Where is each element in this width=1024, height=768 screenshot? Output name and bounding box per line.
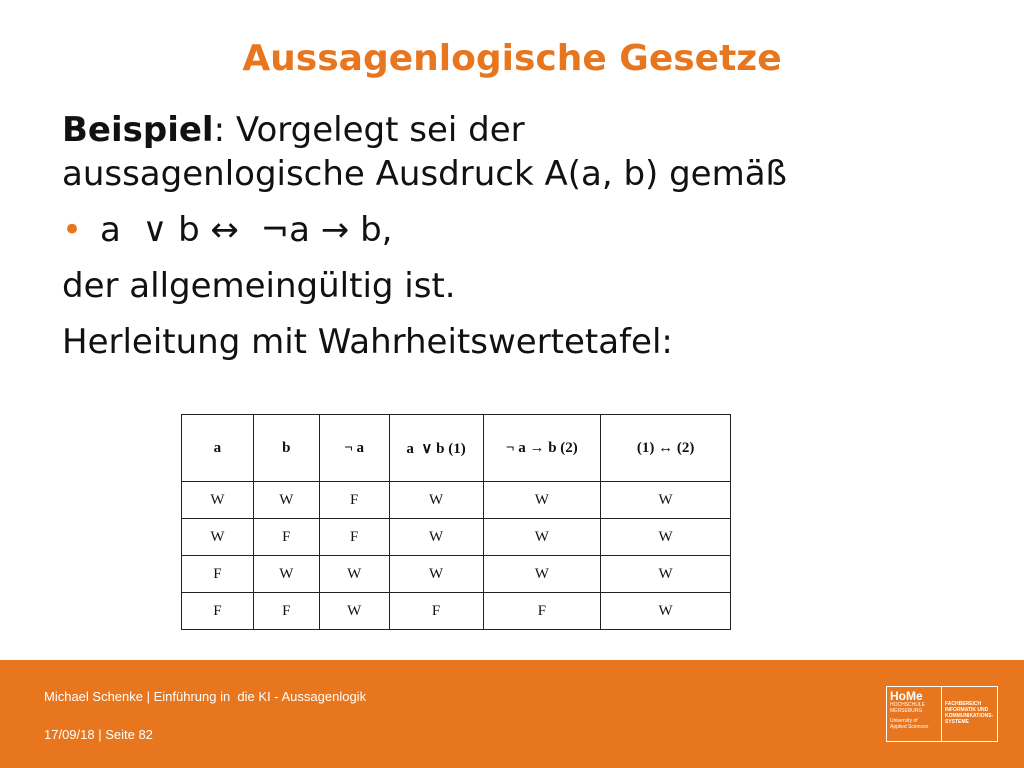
logo-tag2: Applied Sciences <box>890 724 929 730</box>
logo-department: FACHBEREICH INFORMATIK UND KOMMUNIKATIONS-SYSTEME <box>945 701 994 725</box>
bullet-marker: • <box>62 210 83 250</box>
table-cell: W <box>483 482 601 519</box>
table-cell: W <box>483 556 601 593</box>
truth-table <box>181 414 731 630</box>
intro-rest: : Vorgelegt sei der <box>213 110 525 150</box>
table-cell: W <box>601 593 731 630</box>
table-cell: W <box>253 556 319 593</box>
table-cell: W <box>483 519 601 556</box>
footer-date-page: 17/09/18 | Seite 82 <box>44 727 153 742</box>
table-cell: F <box>319 482 389 519</box>
intro-bold: Beispiel <box>62 110 214 150</box>
logo-divider <box>941 687 942 741</box>
university-logo <box>886 686 998 742</box>
table-cell: W <box>319 556 389 593</box>
slide-title: Aussagenlogische Gesetze <box>242 38 782 79</box>
intro-line-1 <box>62 108 982 152</box>
table-cell: W <box>182 482 254 519</box>
logo-sub1: HOCHSCHULE <box>890 702 926 708</box>
formula-bullet <box>62 208 982 252</box>
table-row <box>182 519 731 556</box>
table-cell: W <box>601 482 731 519</box>
table-cell: W <box>389 482 483 519</box>
formula-text: a ∨ b ↔ ¬a → b, <box>100 210 393 250</box>
table-cell: W <box>182 519 254 556</box>
truth-table-header-row <box>182 415 731 482</box>
table-row <box>182 593 731 630</box>
footer-author-course: Michael Schenke | Einführung in die KI - Aussagenlogik <box>44 689 367 704</box>
logo-tag1: University of <box>890 718 918 724</box>
table-row <box>182 556 731 593</box>
table-cell: W <box>319 593 389 630</box>
table-cell: W <box>601 519 731 556</box>
general-line: der allgemeingültig ist. <box>62 266 456 306</box>
table-cell: F <box>182 556 254 593</box>
header-a: a <box>182 415 254 482</box>
table-cell: F <box>182 593 254 630</box>
header-not-a: ¬ a <box>319 415 389 482</box>
table-cell: W <box>601 556 731 593</box>
logo-wordmark <box>890 690 936 730</box>
table-cell: F <box>253 593 319 630</box>
logo-name: HoMe <box>890 689 923 703</box>
table-cell: W <box>389 556 483 593</box>
table-row <box>182 482 731 519</box>
table-cell: F <box>483 593 601 630</box>
table-cell: F <box>253 519 319 556</box>
header-not-a-implies-b: ¬ a → b (2) <box>483 415 601 482</box>
footer-bar <box>0 660 1024 768</box>
intro-line-2: aussagenlogische Ausdruck A(a, b) gemäß <box>62 154 787 194</box>
table-cell: F <box>389 593 483 630</box>
slide-body <box>62 108 982 364</box>
table-cell: W <box>389 519 483 556</box>
header-a-or-b: a ∨ b (1) <box>389 415 483 482</box>
derivation-line: Herleitung mit Wahrheitswertetafel: <box>62 322 673 362</box>
header-equivalence: (1) ↔ (2) <box>601 415 731 482</box>
table-cell: W <box>253 482 319 519</box>
header-b: b <box>253 415 319 482</box>
table-cell: F <box>319 519 389 556</box>
logo-sub2: MERSEBURG <box>890 708 923 714</box>
